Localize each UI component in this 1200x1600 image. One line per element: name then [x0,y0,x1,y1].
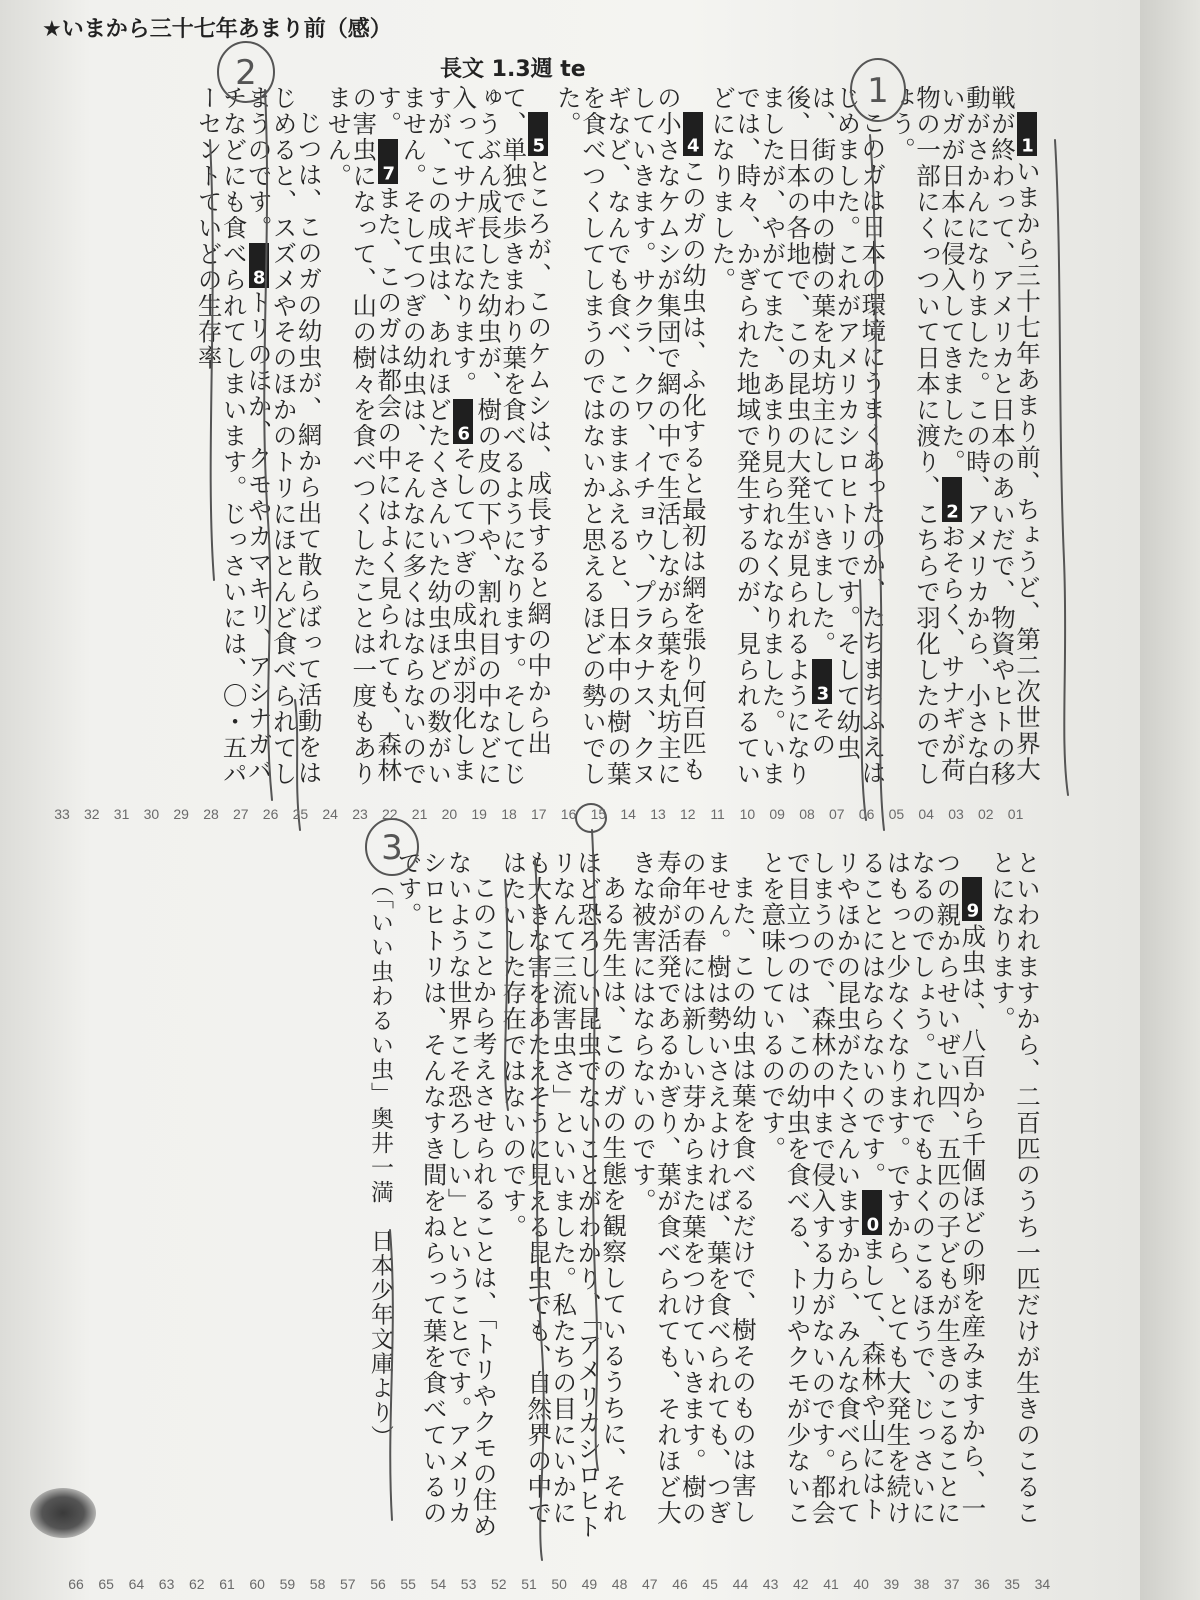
line-number: 25 [292,806,309,822]
line-number: 46 [672,1576,688,1592]
line-number: 03 [948,806,964,822]
line-number: 11 [710,806,725,822]
line-number: 02 [978,806,994,822]
line-number: 31 [113,806,130,822]
ink-smudge [30,1488,96,1538]
line-number: 60 [249,1576,265,1592]
line-number-ruler-top [0,806,1100,826]
line-number: 50 [551,1576,567,1592]
line-number: 09 [769,806,785,822]
line-number: 54 [430,1576,447,1592]
line-number: 14 [620,806,636,822]
line-number: 24 [322,806,338,822]
line-number: 01 [1007,806,1024,822]
line-number: 12 [680,806,696,822]
line-number: 36 [974,1576,990,1592]
line-number: 05 [888,806,905,822]
line-number: 63 [158,1576,175,1592]
text-line: じつは、このガの幼虫が、網から出て散らばって活動をはじめると、スズメやそのほかのトリにほとんど食べられてしまうのです。 [244,85,324,787]
line-number: 48 [611,1576,628,1592]
text-line: ある先生は、このガの生態を観察しているうちに、それほど恐ろしい昆虫でないことがわかり、「アメリカシロヒトリなんて三流害虫さ」といいました。私たちの目にいかにも大きな害をあたえそうに見える昆虫でも、自然界の中ではたいした存在ではないのです。 [499,850,629,1540]
page-title: ★いまから三十七年あまり前（感） [42,17,392,42]
line-number: 43 [762,1576,779,1592]
paragraph-3 [708,85,888,800]
line-number: 47 [642,1576,658,1592]
paragraph-1 [890,85,1040,800]
text-line: このガは日本の環境にうまくあったのか、たちまちふえはじめました。これがアメリカシロヒトリです。そして幼虫は、街の中の樹の葉を丸坊主にしていきました。 [808,85,888,786]
line-number: 64 [128,1576,145,1592]
text-line: また、このガは都会の中にはよく見られても、森林の害虫になって、山の樹々を食べつくしたことは一度もありません。 [324,85,404,787]
text-line: その後、日本の各地で、この昆虫の大発生が見られるようになりましたが、やがてまた、あまり見られなくなりました。いまでは、時々、かぎられた地域で発生するのが、見られるていどになりました。 [708,85,838,787]
paragraph-number: 4 [683,112,703,157]
page-edge [1140,0,1200,1600]
line-number: 34 [1034,1576,1051,1592]
line-number: 17 [531,806,547,822]
bottom-text-block [240,850,1040,1540]
line-number: 13 [650,806,666,822]
paragraph-5 [324,85,554,800]
line-number: 41 [823,1576,839,1592]
line-number: 58 [309,1576,326,1592]
paragraph-13 [394,850,499,1540]
citation [367,850,392,1540]
line-number: 23 [352,806,368,822]
text-line: サクラ、クワ、イチョウ、プラタナス、クヌギなど、なんでも食べ、このままふえると、日本中の樹の葉を食べつくしてしまうのではないかと思えるほどの勢いでした。 [553,85,658,787]
line-number: 62 [189,1576,205,1592]
line-number: 59 [279,1576,296,1592]
line-number: 20 [441,806,458,822]
line-number: 06 [858,806,875,822]
paragraph-number: 2 [942,477,962,522]
text-line: といわれますから、二百匹のうち一匹だけが生きのこることになります。 [988,850,1042,1526]
line-number: 37 [944,1576,960,1592]
line-number: 30 [143,806,160,822]
line-number: 49 [581,1576,598,1592]
line-number: 27 [233,806,249,822]
line-number-ruler-bottom [0,1576,1100,1596]
paragraph-11 [628,850,758,1540]
line-number: 38 [913,1576,930,1592]
paragraph-4 [553,85,708,800]
line-number: 44 [732,1576,749,1592]
circle-number-2: 2 [235,53,257,93]
paragraph-12 [499,850,629,1540]
paragraph-number: 8 [249,243,269,288]
paragraph-number: 1 [1017,112,1037,157]
text-line: 成虫は、八百から千個ほどの卵を産みますから、一つの親からせいぜい四、五匹の子どもが生きのこることになるのでしょう。これでもよくのこるほうで、じっさいにはもっと少なくなります。ですから、とても大発生を続けることにはならないのです。 [858,850,988,1526]
line-number: 61 [219,1576,235,1592]
text-line: ところが、このケムシは、成長すると網の中から出て、単独で歩きまわり葉を食べるようになります。そしてじゅうぶん成長した幼虫が、樹の皮の下や、割れ目の中などに入ってサナギになります。 [449,85,554,787]
top-text-block [45,85,1040,800]
text-line: まして、森林や山にはトリやほかの昆虫がたくさんいますから、みんな食べられてしまうので、森林の中まで侵入する力がないのです。都会で目立つのは、この幼虫を食べる、トリやクモが少ないことを意味しているのです。 [758,850,888,1526]
paragraph-number: 3 [812,659,832,704]
line-number: 10 [739,806,756,822]
line-number: 66 [68,1576,84,1592]
line-number: 55 [400,1576,416,1592]
line-number: 18 [501,806,517,822]
line-number: 39 [883,1576,900,1592]
line-number: 26 [262,806,279,822]
line-number: 57 [340,1576,356,1592]
line-number: 21 [411,806,428,822]
paragraph-8 [194,85,324,800]
line-number: 56 [370,1576,386,1592]
line-number: 65 [98,1576,114,1592]
citation-text: （「いい虫わるい虫」奥井一満 日本少年文庫より） [367,873,394,1450]
page-subtitle: 長文 1.3週 te [440,57,586,82]
paragraph-number: 0 [862,1190,882,1235]
circle-number-3: 3 [381,828,403,868]
line-number: 28 [203,806,219,822]
line-number: 08 [799,806,815,822]
line-number: 51 [521,1576,537,1592]
paragraph-8-cont [990,850,1040,1540]
paragraph-number: 6 [453,399,473,444]
line-number: 07 [829,806,845,822]
line-number: 16 [560,806,577,822]
text-line: また、この幼虫は葉を食べるだけで、樹そのものは害しません。樹は勢いさえよければ、葉を食べられても、つぎの年の春には新しい芽からまた葉をつけていきます。樹の寿命が活発であるかぎり、葉が食べられても、それほど大きな被害にはならないのです。 [628,850,758,1526]
circle-number-1: 1 [867,71,889,111]
text-line: おそらく、サナギが荷物の一部にくっついて日本に渡り、こちらで羽化したのでしょう。 [888,85,967,787]
line-number: 22 [382,806,398,822]
line-number: 35 [1004,1576,1020,1592]
line-number: 33 [54,806,70,822]
line-number: 45 [702,1576,718,1592]
line-number: 52 [491,1576,507,1592]
text-line: このことから考えさせられることは、「トリやクモの住めないような世界こそ恐ろしい」ということです。アメリカシロヒトリは、そんなすき間をねらって葉を食べているのです。 [394,850,499,1539]
paragraph-number: 5 [528,112,548,157]
line-number: 40 [853,1576,869,1592]
text-line: このガの幼虫は、ふ化すると最初は網を張り何百匹もの小さなケムシが集団で網の中で生活しながら葉を丸坊主にしていきます。 [628,85,708,787]
text-line: いまから三十七年あまり前、ちょうど、第二次世界大戦が終わって、アメリカと日本のあいだで、物資やヒトの移動がさかんになりました。この時、アメリカから、小さな白いガが日本に侵入してきました。 [938,85,1042,787]
line-number: 15 [590,806,607,822]
line-number: 32 [84,806,100,822]
paragraph-9 [758,850,988,1540]
line-number: 42 [793,1576,809,1592]
line-number: 19 [471,806,487,822]
text-line: そしてつぎの成虫が羽化しますが、この成虫は、あれほどたくさんいた幼虫ほどの数がいません。そしてつぎの幼虫は、そんなに多くはならないのです。 [374,85,479,787]
paragraph-number: 7 [378,139,398,184]
paragraph-number: 9 [962,877,982,922]
line-number: 53 [460,1576,477,1592]
line-number: 04 [918,806,934,822]
line-number: 29 [173,806,189,822]
text-line: トリのほか、クモやカマキリ、アシナガバチなどにも食べられてしまいます。じっさいには、〇・五パーセントていどの生存率 [194,85,274,787]
